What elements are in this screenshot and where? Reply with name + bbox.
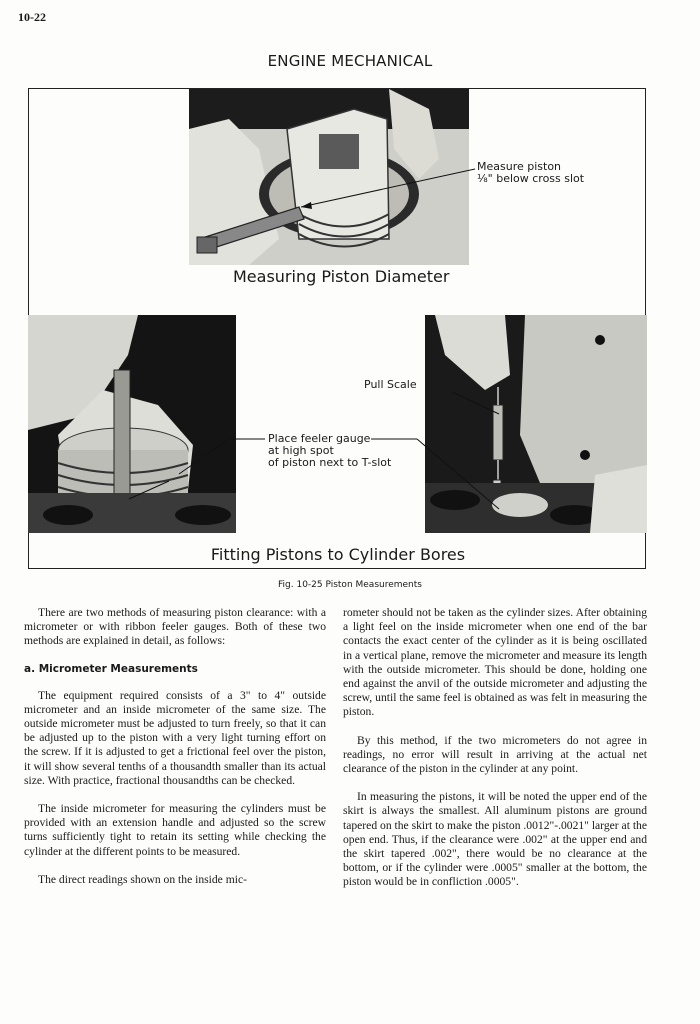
subheading-micrometer-measurements: a. Micrometer Measurements: [24, 662, 198, 675]
callout-measure-piston: [477, 161, 584, 185]
callout-line: ⅛" below cross slot: [477, 172, 585, 185]
paragraph-inside-micrometer: The inside micrometer for measuring the cylinders must be provided with an extension handle and adjusted so the screw turns sufficiently tight to retain its setting while checking the cylinder at the different points to be measured.: [24, 802, 326, 858]
callout-line: Place feeler gauge: [268, 432, 371, 445]
paragraph-equipment: The equipment required consists of a 3" to 4" outside micrometer and an inside micrometer of the same size. The outside micrometer must be adjusted to turn freely, so that it can be adjusted up to the piston with a very light turning effort on the screw. If it is adjusted to get a frictional feel over the piston, it will show several tenths of a thousandth smaller than its actual size. With practice, fractional thousandths can be checked.: [24, 688, 326, 787]
callout-line: at high spot: [268, 444, 334, 457]
paragraph-skirt-taper: In measuring the pistons, it will be noted the upper end of the skirt is always the smallest. All aluminum pistons are ground tapered on the skirt to make the piston .0012"-.0021" larger at the open end. Thus, if the clearance were .002" at the upper end and the skirt tapered .002", there would be no clearance at the bottom, or if the cylinder were .0005" smaller at the bottom, the piston would be in confliction .0005".: [343, 790, 647, 889]
paragraph-direct-readings: The direct readings shown on the inside mic-: [38, 872, 247, 886]
text-column-right: [343, 606, 647, 890]
callout-line: Measure piston: [477, 160, 562, 173]
callout-pull-scale: Pull Scale: [364, 378, 417, 391]
callout-line: of piston next to T-slot: [268, 456, 392, 469]
figure-caption: Fig. 10-25 Piston Measurements: [278, 580, 422, 590]
paragraph-direct-readings-cont: rometer should not be taken as the cylinder sizes. After obtaining a light feel on the inside micrometer when one end of the bar contacts the exact center of the cylinder as it is being oscillated in a vertical plane, remove the micrometer and measure its length with the outside micrometer. This should be done, holding one end against the anvil of the outside micrometer and adjusting the screw, until the same feel is obtained as was felt in measuring the piston.: [343, 606, 647, 719]
section-title: ENGINE MECHANICAL: [267, 52, 433, 70]
caption-fitting-pistons: Fitting Pistons to Cylinder Bores: [210, 545, 466, 564]
page-number: 10-22: [18, 10, 46, 24]
figure-panel: [28, 88, 646, 569]
photo-measuring-piston-diameter: [189, 89, 469, 265]
paragraph-method: By this method, if the two micrometers do not agree in readings, no error will result in arriving at the actual net clearance of the piston in the cylinder at any point.: [343, 733, 647, 776]
text-column-left: [24, 606, 326, 887]
paragraph-intro: There are two methods of measuring piston clearance: with a micrometer or with ribbon feeler gauges. Both of these two methods are explained in detail, as follows:: [24, 606, 326, 648]
callout-feeler-gauge: [268, 433, 391, 469]
photo-feeler-gauge: [28, 315, 236, 533]
photo-pull-scale: [425, 315, 647, 533]
caption-measuring-piston-diameter: Measuring Piston Diameter: [233, 267, 450, 286]
